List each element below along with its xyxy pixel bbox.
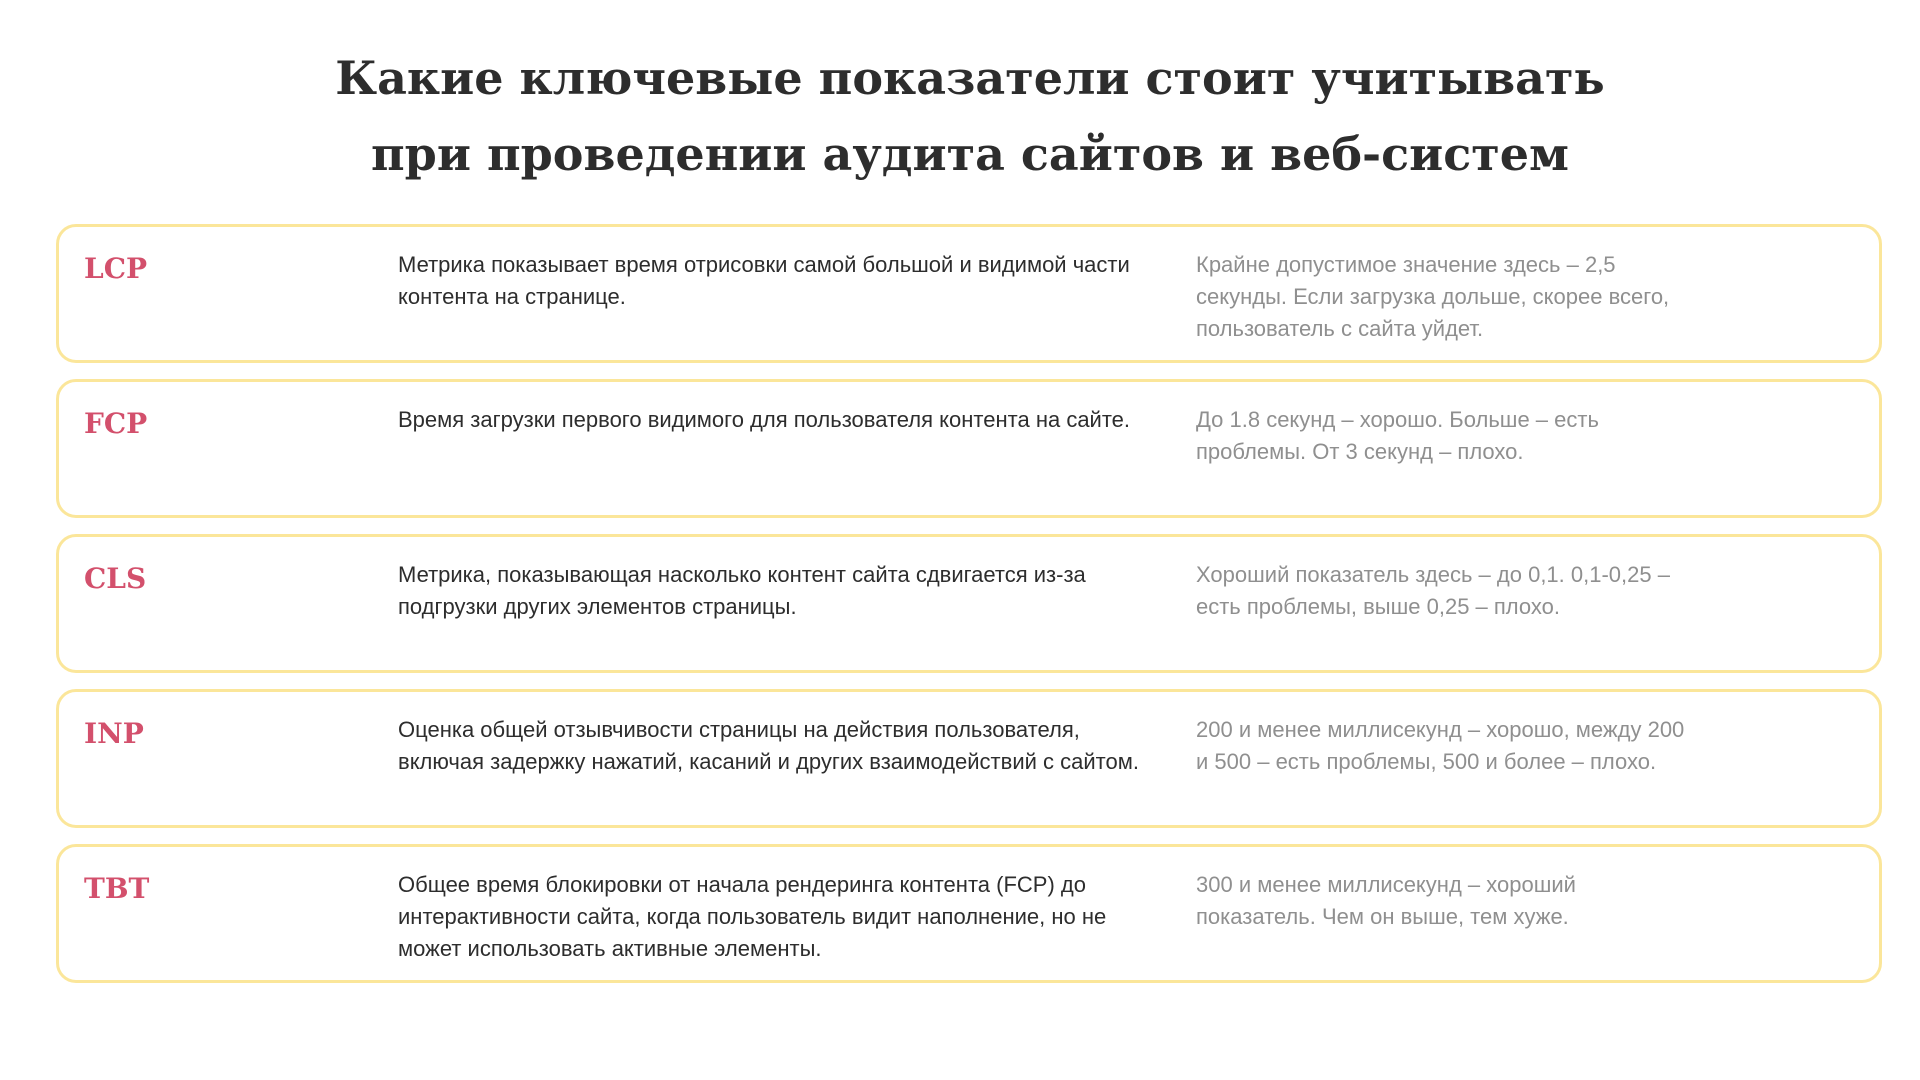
- metric-description: Общее время блокировки от начала рендеринга контента (FCP) до интерактивности сайта, когда пользователь видит наполнение, но не может использовать активные элементы.: [398, 872, 1107, 961]
- metric-code: LCP: [84, 252, 148, 285]
- metric-code: TBT: [84, 872, 150, 905]
- metric-card-inp: [56, 689, 1882, 828]
- metric-description: Метрика, показывающая насколько контент сайта сдвигается из-за подгрузки других элементов страницы.: [398, 562, 1086, 619]
- metric-description: Оценка общей отзывчивости страницы на действия пользователя, включая задержку нажатий, касаний и других взаимодействий с сайтом.: [398, 717, 1139, 774]
- metrics-list: [56, 224, 1882, 999]
- metric-card-lcp: [56, 224, 1882, 363]
- metric-code: FCP: [84, 407, 148, 440]
- metric-card-tbt: [56, 844, 1882, 983]
- page-title-line-2: при проведении аудита сайтов и веб-систем: [371, 127, 1569, 181]
- metric-threshold: До 1.8 секунд – хорошо. Больше – есть проблемы. От 3 секунд – плохо.: [1196, 407, 1599, 464]
- metric-threshold: 200 и менее миллисекунд – хорошо, между 200 и 500 – есть проблемы, 500 и более – плохо.: [1196, 717, 1685, 774]
- metric-code: CLS: [84, 562, 147, 595]
- metric-threshold: 300 и менее миллисекунд – хороший показатель. Чем он выше, тем хуже.: [1196, 872, 1576, 929]
- metric-threshold: Крайне допустимое значение здесь – 2,5 секунды. Если загрузка дольше, скорее всего, пользователь с сайта уйдет.: [1196, 252, 1670, 341]
- page-title: [0, 40, 1920, 192]
- metric-card-cls: [56, 534, 1882, 673]
- metric-description: Время загрузки первого видимого для пользователя контента на сайте.: [398, 407, 1131, 432]
- metric-description: Метрика показывает время отрисовки самой большой и видимой части контента на странице.: [398, 252, 1130, 309]
- metric-card-fcp: [56, 379, 1882, 518]
- page-title-line-1: Какие ключевые показатели стоит учитывать: [335, 51, 1605, 105]
- metric-threshold: Хороший показатель здесь – до 0,1. 0,1-0,25 – есть проблемы, выше 0,25 – плохо.: [1196, 562, 1670, 619]
- metric-code: INP: [84, 717, 144, 750]
